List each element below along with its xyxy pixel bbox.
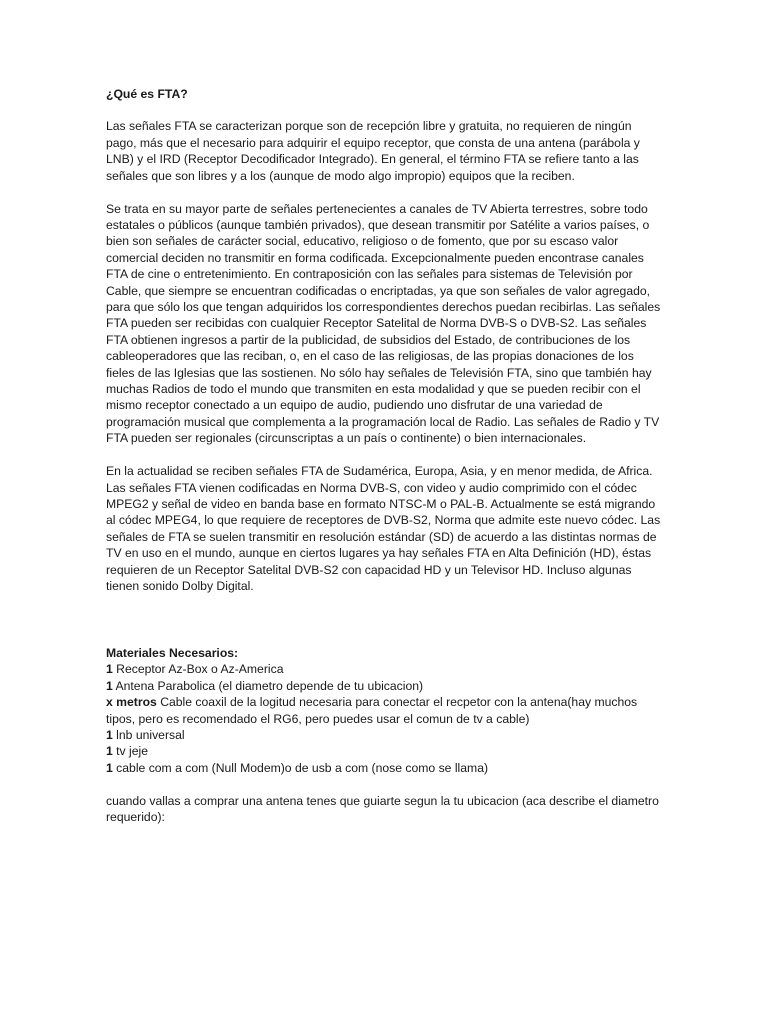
item-quantity: 1 [106,744,113,759]
item-description: cable com a com (Null Modem)o de usb a com (nose como se llama) [112,760,489,775]
paragraph-intro: Las señales FTA se caracterizan porque son de recepción libre y gratuita, no requieren de ningún pago, más que el necesario para adquirir el equipo receptor, que consta de una antena (parábola y LNB) y el IRD (Receptor Decodificador Integrado). En general, el término FTA se refiere tanto a las señales que son libres y a los (aunque de modo algo impropio) equipos que la reciben. [106,119,640,183]
item-quantity: 1 [106,662,113,677]
item-description: Antena Parabolica (el diametro depende de tu ubicacion) [112,678,424,693]
materials-list [106,661,662,776]
list-item [106,661,662,677]
item-quantity: x metros [106,695,157,710]
section-spacer [106,611,662,645]
list-item [106,760,662,776]
item-quantity: 1 [106,760,113,775]
item-quantity: 1 [106,727,113,742]
item-description: tv jeje [112,744,149,759]
list-item [106,678,662,694]
list-item [106,694,662,727]
materials-heading: Materiales Necesarios: [106,645,239,660]
list-item [106,743,662,759]
paragraph-current-signals: En la actualidad se reciben señales FTA de Sudamérica, Europa, Asia, y en menor medida, de Africa. Las señales FTA vienen codificadas en Norma DVB-S, con video y audio comprimido con el códec MPEG2 y señal de video en banda base en formato NTSC-M o PAL-B. Actualmente se está migrando al códec MPEG4, lo que requiere de receptores de DVB-S2, Norma que admite este nuevo códec. Las señales de FTA se suelen transmitir en resolución estándar (SD) de acuerdo a las distintas normas de TV en uso en el mundo, aunque en ciertos lugares ya hay señales FTA en Alta Definición (HD), éstas requieren de un Receptor Satelital DVB-S2 con capacidad HD y un Televisor HD. Incluso algunas tienen sonido Dolby Digital. [106,464,661,593]
item-description: Cable coaxil de la logitud necesaria para conectar el recpetor con la antena(hay muchos tipos, pero es recomendado el RG6, pero puedes usar el comun de tv a cable) [106,695,638,726]
paragraph-description: Se trata en su mayor parte de señales pertenecientes a canales de TV Abierta terrestres, sobre todo estatales o públicos (aunque también privados), que desean transmitir por Satélite a varios países, o bien son señales de carácter social, educativo, religioso o de fomento, que por su escaso valor comercial deciden no transmitir en forma codificada. Excepcionalmente pueden encontrase canales FTA de cine o entretenimiento. En contraposición con las señales para sistemas de Televisión por Cable, que siempre se encuentran codificadas o encriptadas, ya que son señales de valor agregado, para que sólo los que tengan adquiridos los correspondientes derechos puedan recibirlas. Las señales FTA pueden ser recibidas con cualquier Receptor Satelital de Norma DVB-S o DVB-S2. Las señales FTA obtienen ingresos a partir de la publicidad, de subsidios del Estado, de contribuciones de los cableoperadores que las reciban, o, en el caso de las religiosas, de las propias donaciones de los fieles de las Iglesias que las sostienen. No sólo hay señales de Televisión FTA, sino que también hay muchas Radios de todo el mundo que transmiten en esta modalidad y que se pueden recibir con el mismo receptor conectado a un equipo de audio, pudiendo uno disfrutar de una variedad de programación musical que complementa a la programación local de Radio. Las señales de Radio y TV FTA pueden ser regionales (circunscriptas a un país o continente) o bien internacionales. [106,201,661,446]
list-item [106,727,662,743]
closing-paragraph: cuando vallas a comprar una antena tenes que guiarte segun la tu ubicacion (aca describe el diametro requerido): [106,793,659,825]
document-page [106,86,662,842]
document-title: ¿Qué es FTA? [106,87,188,101]
item-description: Receptor Az-Box o Az-America [112,662,284,677]
item-description: lnb universal [112,727,185,742]
item-quantity: 1 [106,678,113,693]
